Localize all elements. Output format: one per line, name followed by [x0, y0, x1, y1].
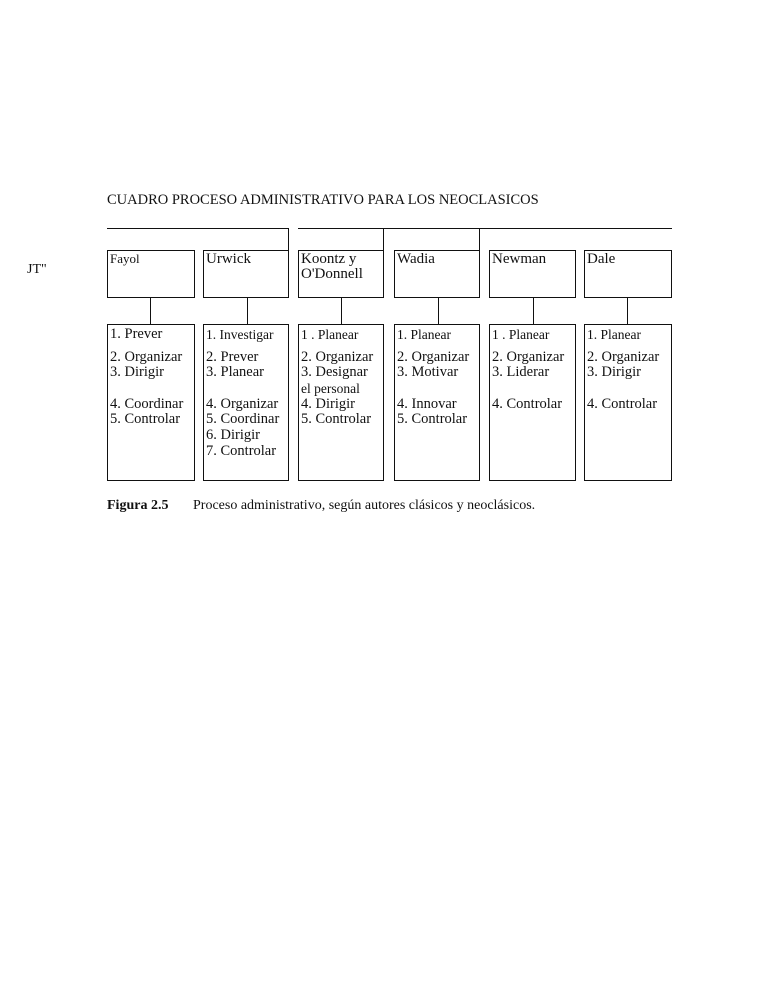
step-item: 2. Organizar [301, 349, 374, 365]
step-item: 1 . Planear [492, 327, 550, 342]
steps-box-dale [584, 324, 672, 481]
step-item: 4. Dirigir [301, 396, 355, 412]
step-item: 1. Planear [397, 327, 451, 342]
step-item: 4. Innovar [397, 396, 457, 412]
step-item: 4. Coordinar [110, 396, 184, 412]
steps-box-newman [489, 324, 576, 481]
figure-caption-text: Proceso administrativo, según autores clásicos y neoclásicos. [193, 498, 536, 513]
author-box-wadia [394, 250, 480, 298]
step-item: 2. Prever [206, 349, 259, 365]
steps-box-wadia [394, 324, 480, 481]
step-item: 2. Organizar [492, 349, 565, 365]
steps-box-koontz [298, 324, 384, 481]
step-item: 7. Controlar [206, 443, 277, 459]
step-item: 3. Dirigir [110, 364, 164, 380]
author-box-koontz [298, 250, 384, 298]
step-item: 2. Organizar [397, 349, 470, 365]
step-item: 5. Controlar [110, 411, 181, 427]
author-name-line: O'Donnell [301, 266, 363, 282]
step-item: 1. Planear [587, 327, 641, 342]
step-item: el personal [301, 381, 360, 396]
author-name-line: Dale [587, 251, 616, 267]
step-item: 2. Organizar [110, 349, 183, 365]
step-item: 1. Investigar [206, 327, 274, 342]
author-box-fayol [107, 250, 195, 298]
step-item: 3. Designar [301, 364, 368, 380]
side-mark: JT" [27, 262, 47, 277]
step-item: 3. Dirigir [587, 364, 641, 380]
author-box-newman [489, 250, 576, 298]
author-name-line: Fayol [110, 251, 140, 266]
step-item: 3. Liderar [492, 364, 550, 380]
figure-caption [107, 498, 535, 514]
step-item: 6. Dirigir [206, 427, 260, 443]
step-item: 4. Organizar [206, 396, 279, 412]
author-name-line: Koontz y [301, 251, 357, 267]
step-item: 4. Controlar [587, 396, 658, 412]
step-item: 2. Organizar [587, 349, 660, 365]
step-item: 3. Planear [206, 364, 264, 380]
steps-box-fayol [107, 324, 195, 481]
figure-label: Figura 2.5 [107, 498, 169, 513]
step-item: 1. Prever [110, 326, 163, 342]
author-name-line: Newman [492, 251, 547, 267]
diagram-title: CUADRO PROCESO ADMINISTRATIVO PARA LOS NEOCLASICOS [107, 192, 539, 208]
author-box-dale [584, 250, 672, 298]
step-item: 5. Controlar [301, 411, 372, 427]
step-item: 4. Controlar [492, 396, 563, 412]
author-name-line: Urwick [206, 251, 251, 267]
step-item: 1 . Planear [301, 327, 359, 342]
step-item: 5. Controlar [397, 411, 468, 427]
author-box-urwick [203, 250, 289, 298]
step-item: 5. Coordinar [206, 411, 280, 427]
author-name-line: Wadia [397, 251, 435, 267]
steps-box-urwick [203, 324, 289, 481]
step-item: 3. Motivar [397, 364, 459, 380]
